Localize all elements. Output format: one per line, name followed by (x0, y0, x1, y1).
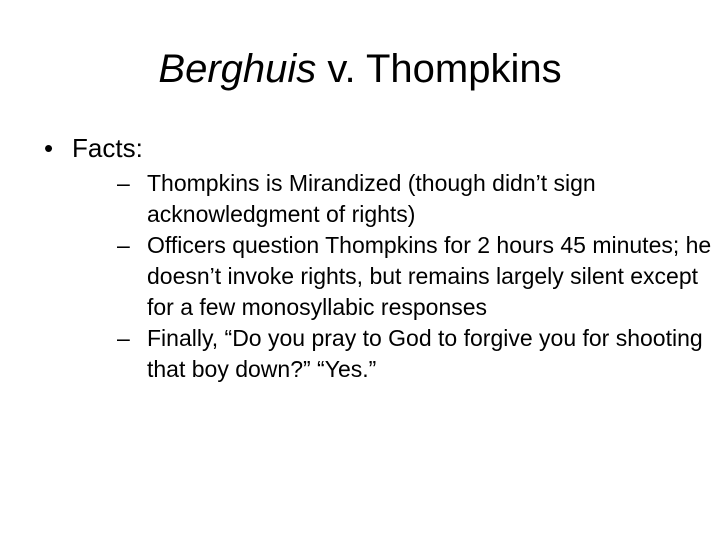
title-case-name: Berghuis (158, 47, 317, 91)
title-rest: v. Thompkins (316, 47, 562, 91)
bullet-marker: • (44, 133, 54, 163)
bullet-list (44, 131, 712, 385)
sub-bullet-list (72, 168, 712, 385)
sub-bullet-text: Officers question Thompkins for 2 hours 45 minutes; he doesn’t invoke rights, but remains largely silent except for a few monosyllabic responses (147, 232, 712, 320)
sub-bullet-item (117, 323, 720, 385)
dash-marker: – (117, 232, 130, 258)
dash-marker: – (117, 325, 130, 351)
sub-bullet-text: Thompkins is Mirandized (though didn’t sign acknowledgment of rights) (147, 170, 596, 227)
bullet-item-facts (44, 131, 712, 385)
sub-bullet-item (117, 168, 720, 230)
slide-title (0, 44, 720, 94)
sub-bullet-item (117, 230, 720, 323)
sub-bullet-text: Finally, “Do you pray to God to forgive you for shooting that boy down?” “Yes.” (147, 325, 703, 382)
dash-marker: – (117, 170, 130, 196)
bullet-label: Facts: (72, 133, 143, 163)
